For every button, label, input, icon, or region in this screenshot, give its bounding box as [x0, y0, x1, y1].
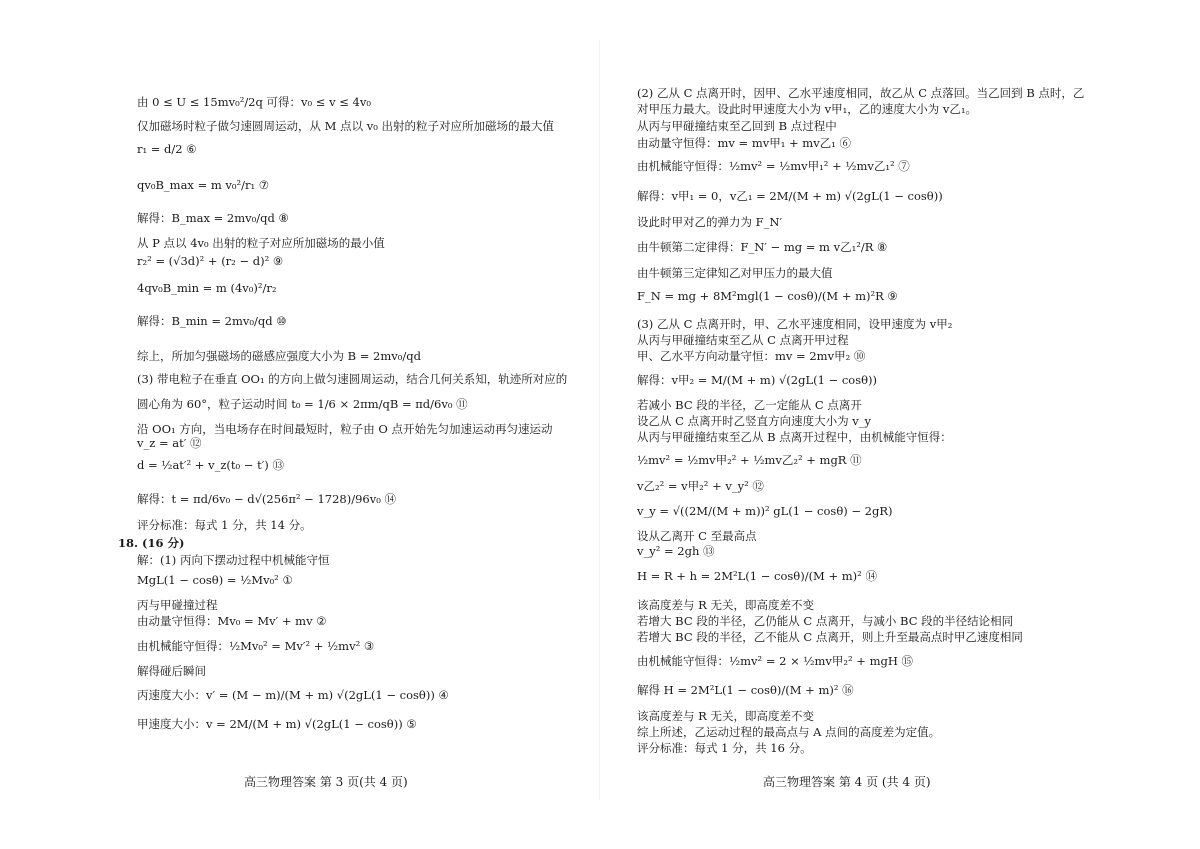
eq-solve-v1: 解得：v甲₁ = 0，v乙₁ = 2M/(M + m) √(2gL(1 − cosθ)) — [637, 189, 943, 203]
eq-5: 甲速度大小：v = 2M/(M + m) √(2gL(1 − cosθ)) ⑤ — [137, 717, 417, 731]
text-height-invariant-b: 该高度差与 R 无关，即高度差不变 — [637, 709, 814, 723]
eq-3: 由机械能守恒得：½Mv₀² = Mv′² + ½mv² ③ — [137, 639, 375, 653]
text-part2-intro-a: (2) 乙从 C 点离开时，因甲、乙水平速度相同，故乙从 C 点落回。当乙回到 B 点时，乙 — [637, 86, 1085, 100]
eq-11: 圆心角为 60°，粒子运动时间 t₀ = 1/6 × 2πm/qB = πd/6v₀ ⑪ — [137, 397, 468, 411]
text-highest-point: 设从乙离开 C 至最高点 — [637, 529, 757, 543]
eq-6: r₁ = d/2 ⑥ — [137, 142, 197, 156]
eq-r10: 甲、乙水平方向动量守恒：mv = 2mv甲₂ ⑩ — [637, 349, 866, 363]
eq-1: MgL(1 − cosθ) = ½Mv₀² ① — [137, 573, 293, 587]
text-increase-radius-a: 若增大 BC 段的半径，乙仍能从 C 点离开，与减小 BC 段的半径结论相同 — [637, 614, 1014, 628]
text-oo1-direction: 沿 OO₁ 方向，当电场存在时间最短时，粒子由 O 点开始先匀加速运动再匀速运动 — [137, 422, 553, 436]
text-collision: 丙与甲碰撞过程 — [137, 598, 218, 612]
text-after-collision: 解得碰后瞬间 — [137, 664, 206, 678]
eq-12: v_z = at′ ⑫ — [137, 436, 202, 450]
page-footer-4: 高三物理答案 第 4 页 (共 4 页) — [763, 775, 931, 789]
text-process-c: 从丙与甲碰撞结束至乙从 C 点离开甲过程 — [637, 333, 849, 347]
text-conclusion-b: 综上，所加匀强磁场的磁感应强度大小为 B = 2mv₀/qd — [137, 349, 421, 363]
eq-2: 由动量守恒得：Mv₀ = Mv′ + mv ② — [137, 614, 327, 628]
text-reduce-radius: 若减小 BC 段的半径，乙一定能从 C 点离开 — [637, 398, 862, 412]
eq-14: 解得：t = πd/6v₀ − d√(256π² − 1728)/96v₀ ⑭ — [137, 492, 396, 506]
eq-13: d = ½at′² + v_z(t₀ − t′) ⑬ — [137, 458, 284, 472]
eq-r7: 由机械能守恒得：½mv² = ½mv甲₁² + ½mv乙₁² ⑦ — [637, 159, 910, 173]
eq-9: r₂² = (√3d)² + (r₂ − d)² ⑨ — [137, 254, 284, 268]
question-18-heading: 18. (16 分) — [118, 536, 185, 550]
scoring-17: 评分标准：每式 1 分，共 14 分。 — [137, 518, 312, 532]
eq-4: 丙速度大小：v′ = (M − m)/(M + m) √(2gL(1 − cosθ)) ④ — [137, 688, 449, 702]
eq-r16: 解得 H = 2M²L(1 − cosθ)/(M + m)² ⑯ — [637, 683, 854, 697]
page-footer-3: 高三物理答案 第 3 页(共 4 页) — [244, 775, 408, 789]
eq-r12: v乙₂² = v甲₂² + v_y² ⑫ — [637, 479, 764, 493]
text-normal-force: 设此时甲对乙的弹力为 F_N′ — [637, 215, 783, 229]
eq-vy: v_y = √((2M/(M + m))² gL(1 − cosθ) − 2gR) — [637, 504, 893, 518]
eq-10: 解得：B_min = 2mv₀/qd ⑩ — [137, 314, 287, 328]
text-summary: 综上所述，乙运动过程的最高点与 A 点间的高度差为定值。 — [637, 725, 941, 739]
text-height-invariant-a: 该高度差与 R 无关，即高度差不变 — [637, 598, 814, 612]
eq-r11: ½mv² = ½mv甲₂² + ½mv乙₂² + mgR ⑪ — [637, 453, 862, 467]
eq-r15: 由机械能守恒得：½mv² = 2 × ½mv甲₂² + mgH ⑮ — [637, 654, 914, 668]
eq-r9: F_N = mg + 8M²mgl(1 − cosθ)/(M + m)²R ⑨ — [637, 289, 898, 303]
text-vy-define: 设乙从 C 点离开时乙竖直方向速度大小为 v_y — [637, 414, 872, 428]
eq-r14: H = R + h = 2M²L(1 − cosθ)/(M + m)² ⑭ — [637, 569, 877, 583]
text-increase-radius-b: 若增大 BC 段的半径，乙不能从 C 点离开，则上升至最高点时甲乙速度相同 — [637, 630, 1023, 644]
eq-r6: 由动量守恒得：mv = mv甲₁ + mv乙₁ ⑥ — [637, 136, 851, 150]
text-newton-third: 由牛顿第三定律知乙对甲压力的最大值 — [637, 266, 833, 280]
right-page — [600, 0, 1200, 849]
eq-8: 解得：B_max = 2mv₀/qd ⑧ — [137, 211, 289, 225]
eq-r8: 由牛顿第二定律得：F_N′ − mg = m v乙₁²/R ⑧ — [637, 240, 888, 254]
eq-velocity-range: 由 0 ≤ U ≤ 15mv₀²/2q 可得：v₀ ≤ v ≤ 4v₀ — [137, 95, 371, 109]
text-part3-intro: (3) 带电粒子在垂直 OO₁ 的方向上做匀速圆周运动，结合几何关系知，轨迹所对应的 — [137, 372, 568, 386]
scoring-18: 评分标准：每式 1 分，共 16 分。 — [637, 741, 812, 755]
eq-r13: v_y² = 2gh ⑬ — [637, 544, 715, 558]
text-max-field-intro: 仅加磁场时粒子做匀速圆周运动，从 M 点以 v₀ 出射的粒子对应所加磁场的最大值 — [137, 119, 555, 133]
text-energy-process: 从丙与甲碰撞结束至乙从 B 点离开过程中，由机械能守恒得： — [637, 430, 952, 444]
eq-solve-v2: 解得：v甲₂ = M/(M + m) √(2gL(1 − cosθ)) — [637, 373, 878, 387]
text-min-field-intro: 从 P 点以 4v₀ 出射的粒子对应所加磁场的最小值 — [137, 236, 385, 250]
eq-7: qv₀B_max = m v₀²/r₁ ⑦ — [137, 178, 270, 192]
text-process-b: 从丙与甲碰撞结束至乙回到 B 点过程中 — [637, 119, 837, 133]
text-part2-intro-b: 对甲压力最大。设此时甲速度大小为 v甲₁，乙的速度大小为 v乙₁。 — [637, 102, 978, 116]
eq-4qv0bmin: 4qv₀B_min = m (4v₀)²/r₂ — [137, 281, 277, 295]
text-part3-intro-r: (3) 乙从 C 点离开时，甲、乙水平速度相同，设甲速度为 v甲₂ — [637, 317, 953, 331]
text-part1-intro: 解：(1) 丙向下摆动过程中机械能守恒 — [137, 553, 330, 567]
